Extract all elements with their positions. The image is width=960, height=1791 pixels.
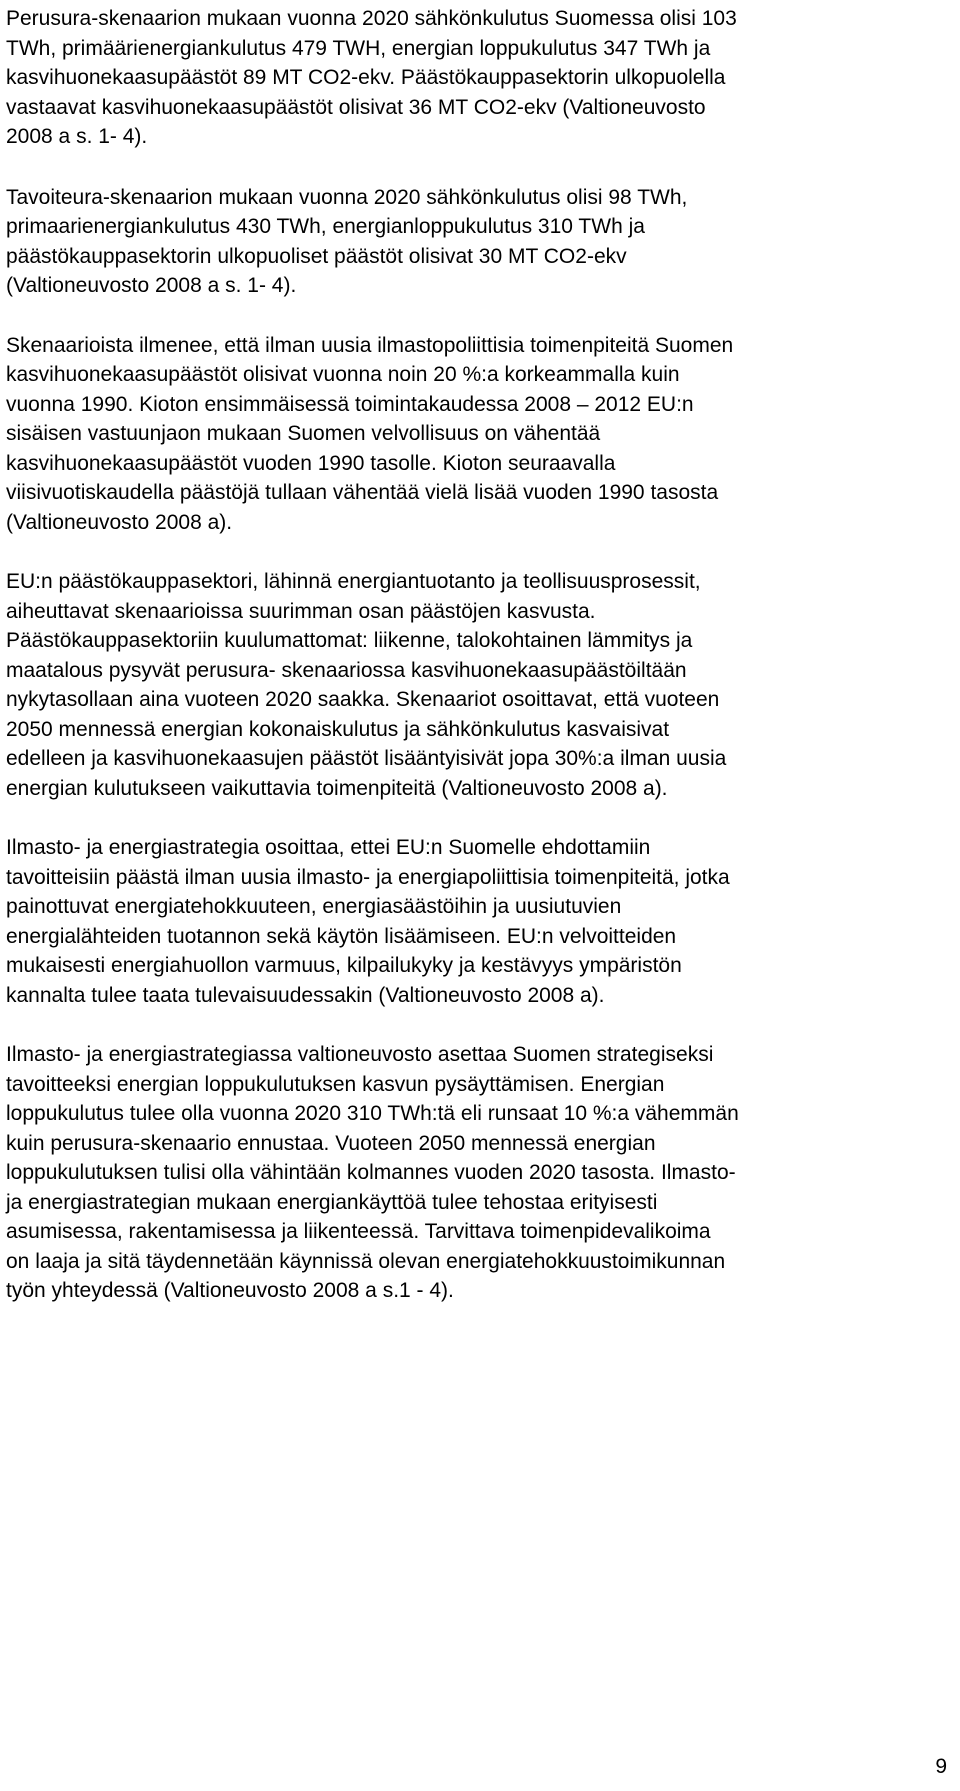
paragraph-scenario-findings: Skenaarioista ilmenee, että ilman uusia ilmastopoliittisia toimenpiteitä Suomen kasvihuonekaasupäästöt olisivat vuonna noin 20 %:a korkeammalla kuin vuonna 1990. Kioton ensimmäisessä toimintakaudessa 2008 – 2012 EU:n sisäisen vastuunjaon mukaan Suomen velvollisuus on vähentää kasvihuonekaasupäästöt vuoden 1990 tasolle. Kioton seuraavalla viisivuotiskaudella päästöjä tullaan vähentää vielä lisää vuoden 1990 tasosta (Valtioneuvosto 2008 a). xyxy=(6,333,734,534)
paragraph-perusura-scenario: Perusura-skenaarion mukaan vuonna 2020 sähkönkulutus Suomessa olisi 103 TWh, primäärienergiankulutus 479 TWH, energian loppukulutus 347 TWh ja kasvihuonekaasupäästöt 89 MT CO2-ekv. Päästökauppasektorin ulkopuolella vastaavat kasvihuonekaasupäästöt olisivat 36 MT CO2-ekv (Valtioneuvosto 2008 a s. 1- 4). xyxy=(6,7,737,148)
page-number: 9 xyxy=(935,1755,947,1778)
paragraph-strategic-goal: Ilmasto- ja energiastrategiassa valtioneuvosto asettaa Suomen strategiseksi tavoitteeksi energian loppukulutuksen kasvun pysäyttämisen. Energian loppukulutus tulee olla vuonna 2020 310 TWh:tä eli runsaat 10 %:a vähemmän kuin perusura-skenaario ennustaa. Vuoteen 2050 mennessä energian loppukulutuksen tulisi olla vähintään kolmannes vuoden 2020 tasosta. Ilmasto- ja energiastrategian mukaan energiankäyttöä tulee tehostaa erityisesti asumisessa, rakentamisessa ja liikenteessä. Tarvittava toimenpidevalikoima on laaja ja sitä täydennetään käynnissä olevan energiatehokkuustoimikunnan työn yhteydessä (Valtioneuvosto 2008 a s.1 - 4). xyxy=(6,1043,739,1302)
document-body xyxy=(6,4,941,1306)
paragraph-emission-sectors: EU:n päästökauppasektori, lähinnä energiantuotanto ja teollisuusprosessit, aiheuttavat skenaarioissa suurimman osan päästöjen kasvusta. Päästökauppasektoriin kuulumattomat: liikenne, talokohtainen lämmitys ja maatalous pysyvät perusura- skenaariossa kasvihuonekaasupäästöiltään nykytasollaan aina vuoteen 2020 saakka. Skenaariot osoittavat, että vuoteen 2050 mennessä energian kokonaiskulutus ja sähkönkulutus kasvaisivat edelleen ja kasvihuonekaasujen päästöt lisääntyisivät jopa 30%:a ilman uusia energian kulutukseen vaikuttavia toimenpiteitä (Valtioneuvosto 2008 a). xyxy=(6,570,727,800)
paragraph-tavoiteura-scenario: Tavoiteura-skenaarion mukaan vuonna 2020 sähkönkulutus olisi 98 TWh, primaarienergiankulutus 430 TWh, energianloppukulutus 310 TWh ja päästökauppasektorin ulkopuoliset päästöt olisivat 30 MT CO2-ekv (Valtioneuvosto 2008 a s. 1- 4). xyxy=(6,185,688,297)
paragraph-strategy-measures: Ilmasto- ja energiastrategia osoittaa, ettei EU:n Suomelle ehdottamiin tavoitteisiin päästä ilman uusia ilmasto- ja energiapoliittisia toimenpiteitä, jotka painottuvat energiatehokkuuteen, energiasäästöihin ja uusiutuvien energialähteiden tuotannon sekä käytön lisäämiseen. EU:n velvoitteiden mukaisesti energiahuollon varmuus, kilpailukyky ja kestävyys ympäristön kannalta tulee taata tulevaisuudessakin (Valtioneuvosto 2008 a). xyxy=(6,836,730,1007)
